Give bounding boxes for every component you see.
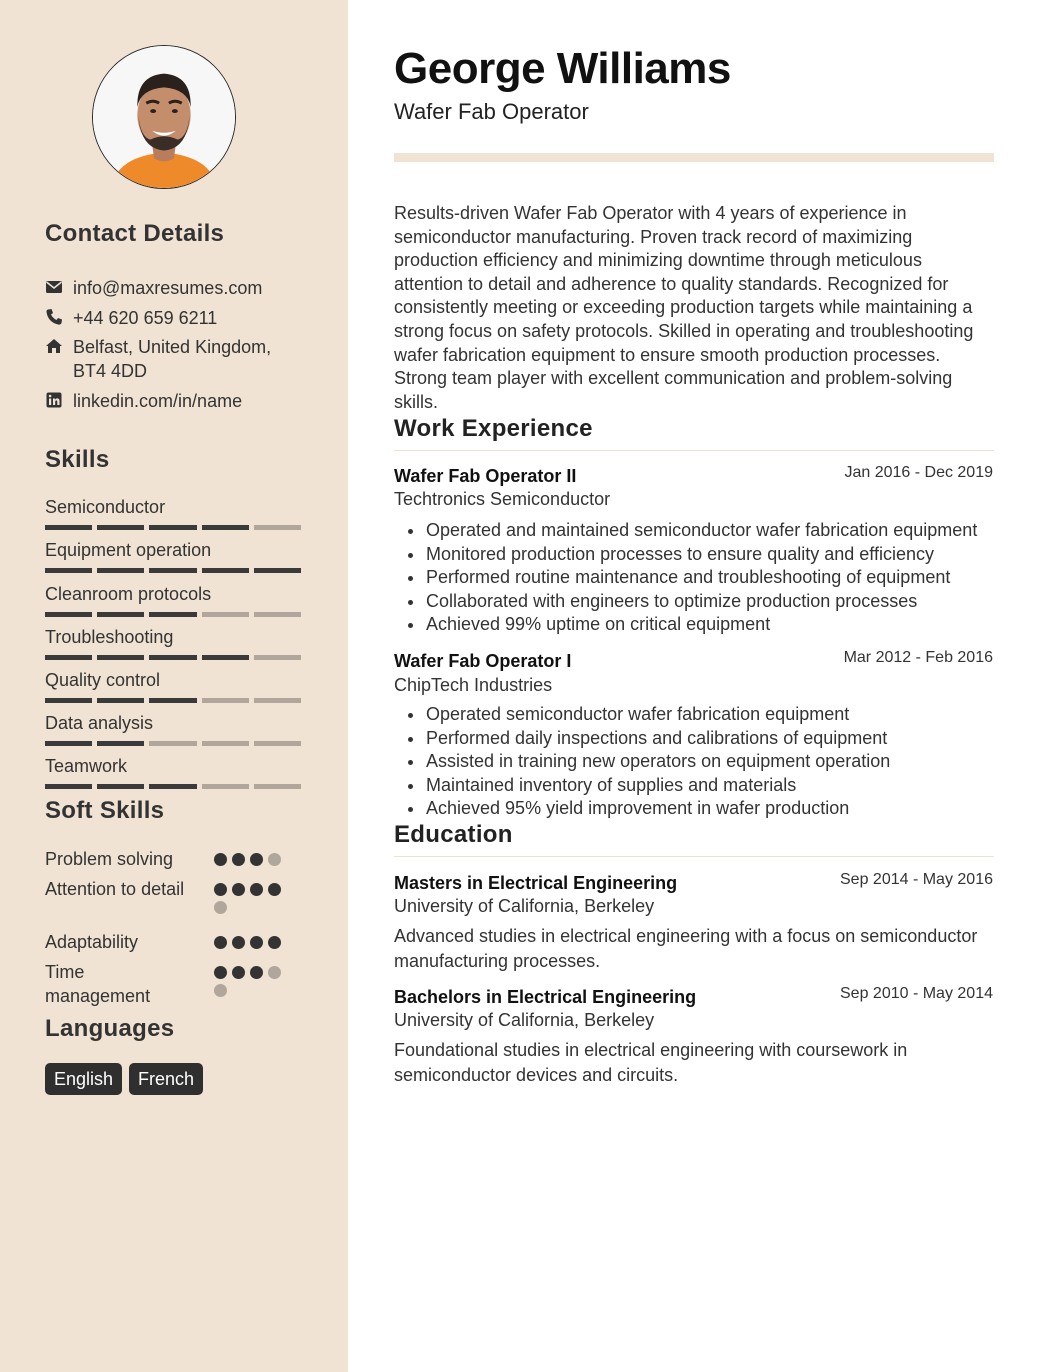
skill-level-segment bbox=[202, 784, 249, 789]
soft-skill-name: Problem solving bbox=[45, 849, 174, 869]
skill-level-segment bbox=[149, 655, 196, 660]
soft-skill-dot bbox=[232, 853, 245, 866]
skill-level-segment bbox=[45, 698, 92, 703]
soft-skill-item bbox=[45, 930, 305, 954]
skill-level-segment bbox=[149, 698, 196, 703]
header-divider bbox=[394, 153, 994, 162]
section-divider bbox=[394, 856, 994, 857]
skill-name: Quality control bbox=[45, 670, 161, 690]
school-name: University of California, Berkeley bbox=[394, 1010, 655, 1030]
linkedin-text: linkedin.com/in/name bbox=[73, 391, 243, 411]
skill-level-segment bbox=[45, 525, 92, 530]
envelope-icon bbox=[45, 278, 63, 296]
soft-skill-dot bbox=[232, 936, 245, 949]
address-line-2: BT4 4DD bbox=[73, 361, 148, 381]
person-illustration bbox=[93, 46, 235, 188]
soft-skill-dots bbox=[214, 853, 284, 866]
skill-item bbox=[45, 583, 301, 617]
skill-level-segment bbox=[97, 784, 144, 789]
skill-level-segment bbox=[45, 568, 92, 573]
skill-item bbox=[45, 496, 301, 530]
skill-level-segment bbox=[202, 698, 249, 703]
soft-skill-dot bbox=[250, 966, 263, 979]
email-text: info@maxresumes.com bbox=[73, 278, 263, 298]
skill-level-segment bbox=[97, 741, 144, 746]
skill-level-bar bbox=[45, 568, 301, 573]
soft-skill-dot bbox=[214, 936, 227, 949]
skill-level-segment bbox=[202, 612, 249, 617]
soft-skill-dot bbox=[214, 883, 227, 896]
skill-level-segment bbox=[45, 655, 92, 660]
address-line-1: Belfast, United Kingdom, bbox=[73, 337, 272, 357]
skill-item bbox=[45, 712, 301, 746]
skill-level-bar bbox=[45, 655, 301, 660]
soft-skill-dot bbox=[268, 966, 281, 979]
soft-skill-item bbox=[45, 847, 305, 871]
skill-level-segment bbox=[254, 741, 301, 746]
skill-name: Equipment operation bbox=[45, 540, 212, 560]
language-list bbox=[45, 1063, 203, 1095]
degree-description: Advanced studies in electrical engineering with a focus on semiconductor manufacturing processes. bbox=[394, 926, 978, 971]
job-dates: Jan 2016 - Dec 2019 bbox=[844, 464, 993, 481]
degree-dates: Sep 2010 - May 2014 bbox=[840, 985, 993, 1002]
contact-email[interactable] bbox=[45, 276, 262, 300]
skill-level-segment bbox=[149, 784, 196, 789]
phone-icon bbox=[45, 308, 63, 326]
phone-text: +44 620 659 6211 bbox=[73, 308, 218, 328]
skill-level-bar bbox=[45, 525, 301, 530]
job-company: Techtronics Semiconductor bbox=[394, 489, 611, 509]
soft-skill-dot bbox=[232, 966, 245, 979]
skill-level-segment bbox=[254, 525, 301, 530]
education-heading: Education bbox=[394, 821, 513, 848]
profile-photo bbox=[92, 45, 236, 189]
work-experience-heading: Work Experience bbox=[394, 415, 593, 442]
skill-item bbox=[45, 755, 301, 789]
skill-level-segment bbox=[97, 525, 144, 530]
soft-skill-dot bbox=[268, 936, 281, 949]
sidebar bbox=[0, 0, 348, 1372]
soft-skill-dot bbox=[214, 901, 227, 914]
job-dates: Mar 2012 - Feb 2016 bbox=[843, 649, 993, 666]
skill-level-segment bbox=[202, 568, 249, 573]
soft-skill-dots bbox=[214, 883, 284, 914]
section-divider bbox=[394, 450, 994, 451]
degree-title: Bachelors in Electrical Engineering bbox=[394, 987, 697, 1007]
skill-level-segment bbox=[202, 655, 249, 660]
skill-name: Troubleshooting bbox=[45, 627, 174, 647]
skill-level-segment bbox=[45, 784, 92, 789]
main-content bbox=[348, 0, 1040, 1372]
soft-skill-dot bbox=[268, 883, 281, 896]
soft-skill-name: Adaptability bbox=[45, 932, 139, 952]
skill-name: Semiconductor bbox=[45, 497, 166, 517]
skill-item bbox=[45, 539, 301, 573]
skill-level-bar bbox=[45, 741, 301, 746]
languages-heading: Languages bbox=[45, 1015, 175, 1042]
job-bullets bbox=[394, 519, 1004, 637]
soft-skill-item bbox=[45, 960, 305, 1008]
skill-level-segment bbox=[97, 698, 144, 703]
soft-skill-dot bbox=[214, 966, 227, 979]
degree-dates: Sep 2014 - May 2016 bbox=[840, 871, 993, 888]
skill-level-segment bbox=[254, 568, 301, 573]
soft-skill-dot bbox=[232, 883, 245, 896]
soft-skill-dot bbox=[250, 853, 263, 866]
soft-skill-dot bbox=[268, 853, 281, 866]
language-badge: French bbox=[129, 1063, 203, 1095]
skill-level-segment bbox=[149, 612, 196, 617]
contact-heading: Contact Details bbox=[45, 220, 225, 247]
job-title: Wafer Fab Operator I bbox=[394, 651, 572, 671]
language-badge: English bbox=[45, 1063, 122, 1095]
skill-name: Cleanroom protocols bbox=[45, 584, 212, 604]
linkedin-icon bbox=[45, 391, 63, 409]
list-item: Achieved 95% yield improvement in wafer production bbox=[394, 797, 1004, 821]
skill-level-segment bbox=[45, 612, 92, 617]
home-icon bbox=[45, 337, 63, 355]
skill-level-segment bbox=[149, 741, 196, 746]
skill-level-segment bbox=[97, 612, 144, 617]
list-item: Operated semiconductor wafer fabrication equipment bbox=[394, 703, 1004, 727]
skill-level-segment bbox=[254, 655, 301, 660]
soft-skill-dot bbox=[250, 883, 263, 896]
candidate-name: George Williams bbox=[394, 44, 731, 93]
job-bullets bbox=[394, 703, 1004, 821]
skill-level-segment bbox=[97, 568, 144, 573]
contact-linkedin[interactable] bbox=[45, 389, 242, 413]
job-company: ChipTech Industries bbox=[394, 675, 553, 695]
skill-level-segment bbox=[45, 741, 92, 746]
skill-level-segment bbox=[202, 525, 249, 530]
soft-skills-heading: Soft Skills bbox=[45, 797, 165, 824]
skill-level-segment bbox=[97, 655, 144, 660]
list-item: Performed daily inspections and calibrations of equipment bbox=[394, 727, 1004, 751]
skill-name: Data analysis bbox=[45, 713, 154, 733]
soft-skill-name: Attention to detail bbox=[45, 879, 185, 899]
degree-description: Foundational studies in electrical engineering with coursework in semiconductor devices and circuits. bbox=[394, 1040, 908, 1085]
list-item: Operated and maintained semiconductor wafer fabrication equipment bbox=[394, 519, 1004, 543]
skill-name: Teamwork bbox=[45, 756, 128, 776]
skill-level-segment bbox=[254, 784, 301, 789]
list-item: Assisted in training new operators on equipment operation bbox=[394, 750, 1004, 774]
list-item: Performed routine maintenance and troubleshooting of equipment bbox=[394, 566, 1004, 590]
list-item: Monitored production processes to ensure quality and efficiency bbox=[394, 543, 1004, 567]
job-title: Wafer Fab Operator II bbox=[394, 466, 577, 486]
soft-skill-dot bbox=[214, 984, 227, 997]
soft-skill-dots bbox=[214, 966, 284, 997]
list-item: Maintained inventory of supplies and materials bbox=[394, 774, 1004, 798]
skill-level-segment bbox=[202, 741, 249, 746]
skill-level-bar bbox=[45, 784, 301, 789]
list-item: Achieved 99% uptime on critical equipment bbox=[394, 613, 1004, 637]
skills-heading: Skills bbox=[45, 446, 110, 473]
skill-item bbox=[45, 626, 301, 660]
skill-level-segment bbox=[254, 698, 301, 703]
soft-skill-item bbox=[45, 877, 305, 901]
skill-item bbox=[45, 669, 301, 703]
soft-skill-name: Time management bbox=[45, 962, 151, 1006]
degree-title: Masters in Electrical Engineering bbox=[394, 873, 678, 893]
skill-level-segment bbox=[149, 568, 196, 573]
skill-level-bar bbox=[45, 698, 301, 703]
contact-phone[interactable] bbox=[45, 306, 217, 330]
soft-skill-dot bbox=[250, 936, 263, 949]
school-name: University of California, Berkeley bbox=[394, 896, 655, 916]
soft-skill-dots bbox=[214, 936, 284, 949]
skill-level-bar bbox=[45, 612, 301, 617]
skill-level-segment bbox=[254, 612, 301, 617]
list-item: Collaborated with engineers to optimize production processes bbox=[394, 590, 1004, 614]
soft-skill-dot bbox=[214, 853, 227, 866]
candidate-role: Wafer Fab Operator bbox=[394, 99, 589, 124]
profile-summary: Results-driven Wafer Fab Operator with 4 years of experience in semiconductor manufacturing. Proven track record of maximizing production efficiency and minimizing downtime through meticulous attention to detail and adherence to quality standards. Recognized for consistently meeting or exceeding production targets while maintaining a strong focus on safety protocols. Skilled in operating and troubleshooting wafer fabrication equipment to ensure smooth production processes. Strong team player with excellent communication and problem-solving skills. bbox=[394, 203, 974, 412]
contact-address bbox=[45, 335, 271, 383]
skill-level-segment bbox=[149, 525, 196, 530]
